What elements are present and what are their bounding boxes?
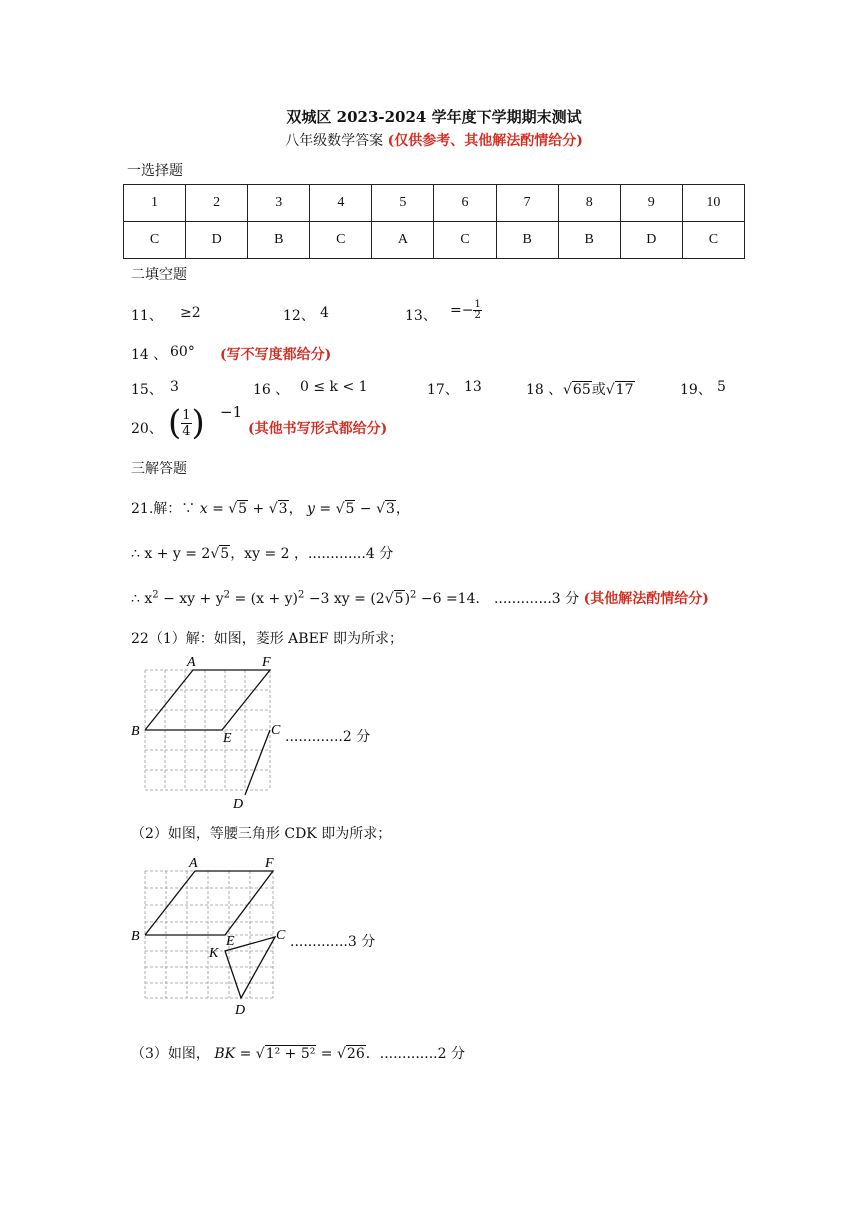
q22-part3: （3）如图， BK = √1² + 5² = √26．.............2 分 <box>131 1046 465 1062</box>
q22-part1-text: 22（1）解：如图，菱形 ABEF 即为所求； <box>131 631 403 647</box>
table-row-numbers <box>124 185 745 222</box>
table-cell: 2 <box>186 185 248 222</box>
table-cell: 4 <box>310 185 372 222</box>
choice-answer-table <box>123 184 745 259</box>
minus: − <box>355 501 377 517</box>
q15-number: 15、 <box>131 382 163 398</box>
q21-line2-prefix: ∴ x + y = 2 <box>131 546 211 562</box>
triangle-figure-2 <box>125 853 290 1018</box>
radicand: 1² + 5² <box>265 1046 316 1062</box>
label-b: B <box>131 724 140 739</box>
q17-answer: 13 <box>464 379 482 395</box>
q21-y: y = <box>307 501 336 517</box>
label-e: E <box>226 934 235 949</box>
label-f: F <box>265 856 274 871</box>
q21-line2-score: .............4 分 <box>307 546 394 562</box>
rhombus-figure-1 <box>125 650 290 810</box>
q14-note: (写不写度都给分) <box>220 347 332 363</box>
label-e: E <box>223 731 232 746</box>
q20-answer <box>168 403 205 443</box>
part: −6 =14． <box>416 591 490 607</box>
q19-answer: 5 <box>717 379 726 395</box>
section-solution-label: 三解答题 <box>131 461 187 477</box>
table-row-answers <box>124 222 745 259</box>
q12-answer: 4 <box>320 305 329 321</box>
part: − xy + y <box>158 591 224 607</box>
table-cell: C <box>124 222 186 259</box>
q13-fraction <box>473 300 481 321</box>
q15-answer: 3 <box>170 379 179 395</box>
rhombus-abef <box>145 670 270 795</box>
q22-part2-text: （2）如图，等腰三角形 CDK 即为所求； <box>131 826 392 842</box>
radicand: 5 <box>220 546 230 562</box>
paren-right: ) <box>191 403 205 443</box>
radicand: 3 <box>385 501 395 517</box>
table-cell: 6 <box>434 185 496 222</box>
table-cell: 10 <box>682 185 744 222</box>
q21-line2-mid: ，xy = 2 ， <box>230 546 308 562</box>
q21-line3-note: (其他解法酌情给分) <box>583 591 709 607</box>
q16-answer: 0 ≤ k < 1 <box>300 379 368 395</box>
q18-radicand-2: 17 <box>615 382 634 398</box>
q21-x: x = <box>199 501 229 517</box>
radicand: 5 <box>394 591 404 607</box>
radicand: 26 <box>346 1046 365 1062</box>
q18-number: 18 、 <box>526 382 563 398</box>
q14-answer: 60° <box>170 344 195 360</box>
table-cell: D <box>620 222 682 259</box>
exp: 2 <box>410 589 417 601</box>
label-a: A <box>187 655 196 670</box>
frac-den: 4 <box>182 423 191 439</box>
label-f: F <box>262 655 271 670</box>
q22-part2-score: .............3 分 <box>290 934 376 950</box>
q20-note: (其他书写形式都给分) <box>248 421 388 437</box>
table-cell: B <box>558 222 620 259</box>
exp: 2 <box>223 589 230 601</box>
frac-num: 1 <box>474 299 481 310</box>
section-choice-label: 一选择题 <box>127 163 183 179</box>
q17-number: 17、 <box>427 382 459 398</box>
q20-exponent: −1 <box>220 403 243 421</box>
exp: 2 <box>152 589 159 601</box>
paren-left: ( <box>168 403 182 443</box>
label-k: K <box>209 946 219 961</box>
q16-number: 16 、 <box>253 382 290 398</box>
table-cell: 8 <box>558 185 620 222</box>
q21-line2: ∴ x + y = 2√5，xy = 2 ，.............4 分 <box>131 546 394 562</box>
q11-number: 11、 <box>131 308 163 324</box>
subtitle-text: 八年级数学答案 <box>285 133 384 149</box>
q22-part1-score: .............2 分 <box>285 729 371 745</box>
radicand: 3 <box>278 501 288 517</box>
shapes <box>145 871 275 998</box>
q19-number: 19、 <box>680 382 712 398</box>
q21-line3: ∴ $x^2$ − xy + $y^2 = (x + y)^2 -3$ xy = $(2√5)^2 -6 =14$． .............3 分 (其他解法酌情给分) <box>131 589 709 607</box>
q21-line3-prefix: ∴ x <box>131 591 153 607</box>
bk-expression: BK = <box>214 1046 256 1062</box>
table-cell: B <box>248 222 310 259</box>
q22-part3-score: ．.............2 分 <box>365 1046 465 1062</box>
subtitle-note: (仅供参考、其他解法酌情给分) <box>387 133 583 149</box>
q21-line1-prefix: 21.解：∵ <box>131 501 196 517</box>
table-cell: 1 <box>124 185 186 222</box>
q21-line3-score: .............3 分 <box>493 591 580 607</box>
page-title: 双城区 2023-2024 学年度下学期期末测试 <box>286 108 582 126</box>
table-cell: D <box>186 222 248 259</box>
section-fill-label: 二填空题 <box>131 267 187 283</box>
q20-fraction <box>181 408 191 439</box>
table-cell: 5 <box>372 185 434 222</box>
table-cell: A <box>372 222 434 259</box>
frac-den: 2 <box>474 310 481 321</box>
label-a: A <box>189 856 198 871</box>
table-cell: B <box>496 222 558 259</box>
part: ) <box>404 591 411 607</box>
table-cell: 9 <box>620 185 682 222</box>
table-cell: 7 <box>496 185 558 222</box>
table-cell: C <box>310 222 372 259</box>
part: = (x + y) <box>230 591 298 607</box>
exp: 2 <box>298 589 305 601</box>
end: ， <box>395 501 410 517</box>
sep: ， <box>288 501 303 517</box>
table-cell: 3 <box>248 185 310 222</box>
plus: + <box>248 501 269 517</box>
label-d: D <box>233 797 244 810</box>
q18-radicand-1: 65 <box>572 382 591 398</box>
table-cell: C <box>682 222 744 259</box>
q13-answer <box>450 300 482 321</box>
page-subtitle <box>0 130 868 150</box>
radicand: 5 <box>345 501 355 517</box>
q11-answer: ≥2 <box>180 305 201 321</box>
q18-answer: √65或√17 <box>563 382 634 398</box>
label-c: C <box>271 723 281 738</box>
q13-prefix: =− <box>450 302 474 319</box>
q20-number: 20、 <box>131 421 163 437</box>
label-b: B <box>131 929 140 944</box>
q22-part3-prefix: （3）如图， <box>131 1046 210 1062</box>
eq: = <box>316 1046 337 1062</box>
q13-number: 13、 <box>405 308 437 324</box>
label-c: C <box>276 928 286 943</box>
q21-line1: 21.解：∵ x = √5 + √3， y = √5 − √3， <box>131 501 410 517</box>
q12-number: 12、 <box>283 308 315 324</box>
part: −3 xy = (2 <box>304 591 385 607</box>
label-d: D <box>235 1003 246 1018</box>
radicand: 5 <box>238 501 248 517</box>
q14-number: 14 、 <box>131 347 168 363</box>
q18-or: 或 <box>591 382 606 398</box>
frac-num: 1 <box>182 407 191 423</box>
table-cell: C <box>434 222 496 259</box>
